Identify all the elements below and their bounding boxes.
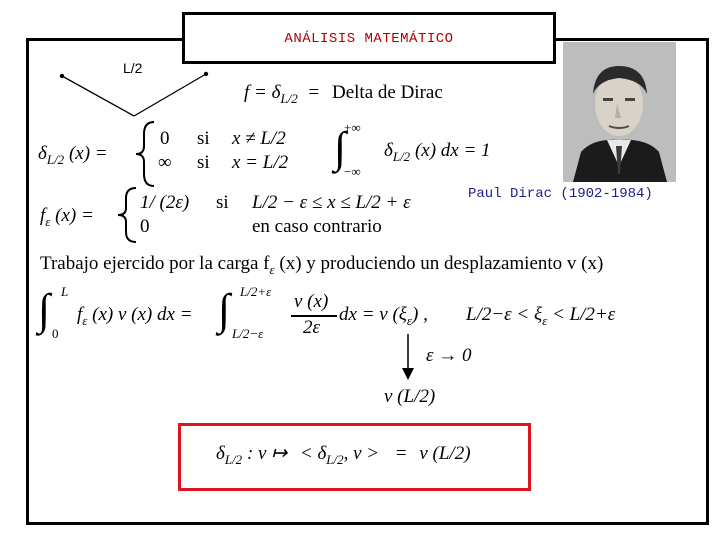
delta-brace [134,120,158,188]
feps-lhs [40,205,94,230]
int1-lower: 0 [52,326,59,341]
delta-case1-cond: x ≠ L/2 [232,128,286,149]
feps-case1-si: si [216,192,229,213]
boxed-mid-end: , v > [343,443,380,464]
boxed-eq: = [395,443,407,464]
work-text: Trabajo ejercido por la carga f [40,253,270,274]
int1-f: f [77,304,83,325]
boxed-mid: < δ [299,443,327,464]
limit-arrow [398,334,418,382]
delta-lhs [38,143,108,168]
delta-symbol: δ [38,143,47,164]
feps-case2-val: 0 [140,216,150,237]
integral-sign: ∫ [334,123,347,172]
diagram-right-line [134,74,206,116]
diagram-right-point [204,72,208,76]
int1-body [77,304,193,329]
boxed-map: : v ↦ [246,443,288,464]
xi-range-start: L/2−ε < ξ [466,304,543,325]
feps-arg: (x) = [55,205,94,226]
diagram-left-line [62,76,134,116]
frac-den: 2ε [303,317,320,338]
f-def-lhs: f = δ [244,82,281,103]
boxed-delta: δ [216,443,225,464]
f-def-sub: L/2 [280,90,298,106]
delta-case2-val: ∞ [158,152,172,173]
delta-case2-si: si [197,152,210,173]
int1-rest: (x) v (x) dx = [92,304,193,325]
int2-rest-end: ) , [412,304,428,325]
integral-lower: −∞ [344,164,361,179]
delta-arg: (x) = [68,143,108,164]
feps-case1-val: 1/ (2ε) [140,192,190,213]
work-text-sub: ε [269,261,275,277]
title-box [182,12,556,64]
integral-delta: δ [384,140,393,161]
integral-upper: +∞ [344,120,361,135]
boxed-mid-sub: L/2 [326,451,344,467]
boxed-rhs: v (L/2) [419,443,471,464]
integral-body [384,140,491,165]
feps-symbol: f [40,205,46,226]
int2-lower: L/2−ε [232,326,264,341]
int2-rest-sub: ε [406,312,413,328]
portrait-caption: Paul Dirac (1902-1984) [468,186,653,202]
feps-case1-cond: L/2 − ε ≤ x ≤ L/2 + ε [252,192,411,213]
limit-label: ε → 0 [426,345,472,366]
int1-sign: ∫ [38,285,51,334]
xi-range [466,304,615,329]
dirac-portrait [563,42,676,182]
work-text-mid: (x) y produciendo un desplazamiento v (x) [279,253,604,274]
slide-title: ANÁLISIS MATEMÁTICO [284,31,454,47]
feps-case2-cond: en caso contrario [252,216,382,237]
frac-num: v (x) [294,291,329,312]
feps-brace [116,186,140,244]
boxed-formula [216,442,471,468]
int2-upper: L/2+ε [240,284,272,299]
f-def-rhs: Delta de Dirac [332,82,443,103]
f-def-eq: = [308,82,320,103]
diagram-left-point [60,74,64,78]
integral-rest: (x) dx = 1 [414,140,491,161]
int1-f-sub: ε [82,312,88,328]
portrait-image [563,42,676,182]
int2-sign: ∫ [218,285,231,334]
boxed-delta-sub: L/2 [224,451,243,467]
xi-range-end: < L/2+ε [552,304,616,325]
int2-tail [339,304,428,329]
xi-range-sub: ε [542,312,548,328]
diagram-label: L/2 [123,60,143,76]
feps-sub: ε [45,213,51,229]
work-sentence [40,253,603,278]
delta-case1-val: 0 [160,128,170,149]
limit-result: v (L/2) [384,386,436,407]
delta-case2-cond: x = L/2 [232,152,289,173]
int1-upper: L [61,284,69,299]
f-definition [244,82,443,107]
integral-delta-sub: L/2 [392,148,411,164]
delta-case1-si: si [197,128,210,149]
int2-rest: dx = v (ξ [339,304,407,325]
delta-sub: L/2 [46,151,65,167]
